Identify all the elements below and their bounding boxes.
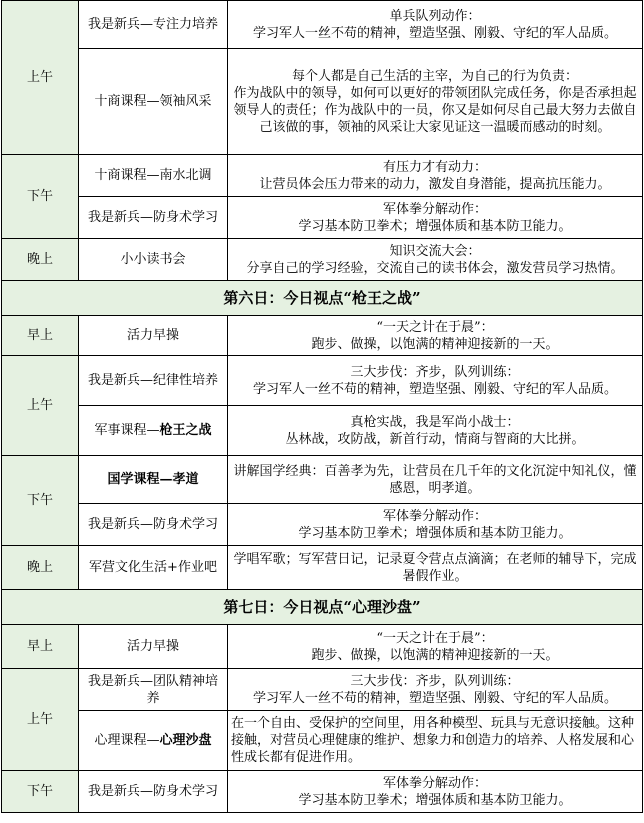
description-title: 军体拳分解动作： <box>382 775 487 791</box>
table-row <box>2 316 643 356</box>
description-body: 分享自己的学习经验，交流自己的读书体会，激发营员学习热情。 <box>246 260 624 276</box>
description-body: 学习军人一丝不苟的精神，塑造坚强、刚毅、守纪的军人品质。 <box>252 381 617 397</box>
table-row <box>2 711 643 771</box>
description-title: “一天之计在于晨”： <box>376 319 494 335</box>
course-cell: 活力早操 <box>79 625 228 669</box>
course-prefix: 心理课程— <box>94 733 160 748</box>
description-title: “一天之计在于晨”： <box>376 630 494 646</box>
description-cell <box>228 49 643 155</box>
course-cell: 小小读书会 <box>79 239 228 281</box>
course-cell: 我是新兵—专注力培养 <box>79 1 228 49</box>
period-cell: 晚上 <box>2 239 79 281</box>
period-cell: 晚上 <box>2 546 79 590</box>
course-cell <box>79 406 228 456</box>
table-row <box>2 356 643 406</box>
description-cell <box>228 1 643 49</box>
schedule-table <box>1 0 643 813</box>
table-row <box>2 197 643 239</box>
course-highlight: 国学课程—孝道 <box>107 472 199 487</box>
description-cell: 在一个自由、受保护的空间里，用各种模型、玩具与无意识接触。这种接触，对营员心理健康的维护、想象力和创造力的培养、人格发展和心性成长都有促进作用。 <box>228 711 643 771</box>
period-cell: 上午 <box>2 356 79 456</box>
description-cell <box>228 669 643 711</box>
description-body: 学习军人一丝不苟的精神，塑造坚强、刚毅、守纪的军人品质。 <box>252 690 617 706</box>
period-cell: 上午 <box>2 1 79 155</box>
period-cell: 早上 <box>2 316 79 356</box>
description-body: 跑步、做操，以饱满的精神迎接新的一天。 <box>311 336 559 352</box>
description-cell <box>228 239 643 281</box>
description-title: 有压力才有动力： <box>382 159 487 175</box>
description-body: 让营员体会压力带来的动力，激发自身潜能，提高抗压能力。 <box>259 176 611 192</box>
table-row <box>2 49 643 155</box>
table-row <box>2 771 643 813</box>
description-body: 学习基本防卫拳术；增强体质和基本防卫能力。 <box>298 792 572 808</box>
course-cell <box>79 711 228 771</box>
description-body: 丛林战，攻防战，新首行动，情商与智商的大比拼。 <box>285 431 585 447</box>
course-prefix: 军事课程— <box>94 423 160 438</box>
description-cell <box>228 356 643 406</box>
course-cell: 十商课程—南水北调 <box>79 155 228 197</box>
table-row <box>2 546 643 590</box>
course-cell: 十商课程—领袖风采 <box>79 49 228 155</box>
table-row <box>2 669 643 711</box>
day-7-title: 第七日：今日视点“心理沙盘” <box>2 590 643 625</box>
table-row <box>2 504 643 546</box>
description-cell: 讲解国学经典：百善孝为先，让营员在几千年的文化沉淀中知礼仪，懂感恩，明孝道。 <box>228 456 643 504</box>
course-cell: 我是新兵—团队精神培养 <box>79 669 228 711</box>
period-cell: 上午 <box>2 669 79 771</box>
period-cell: 早上 <box>2 625 79 669</box>
table-row <box>2 239 643 281</box>
description-title: 真枪实战，我是军尚小战士： <box>350 414 520 430</box>
day-header-row <box>2 281 643 316</box>
description-cell <box>228 316 643 356</box>
description-cell <box>228 406 643 456</box>
table-row <box>2 456 643 504</box>
course-highlight: 枪王之战 <box>159 423 212 438</box>
description-cell <box>228 197 643 239</box>
description-cell <box>228 504 643 546</box>
course-cell: 我是新兵—防身术学习 <box>79 504 228 546</box>
course-cell <box>79 456 228 504</box>
description-title: 单兵队列动作： <box>389 8 481 24</box>
description-body: 跑步、做操，以饱满的精神迎接新的一天。 <box>311 647 559 663</box>
course-cell: 军营文化生活+作业吧 <box>79 546 228 590</box>
description-title: 军体拳分解动作： <box>382 508 487 524</box>
description-title: 三大步伐：齐步，队列训练： <box>350 364 520 380</box>
course-cell: 活力早操 <box>79 316 228 356</box>
table-row <box>2 625 643 669</box>
table-row <box>2 155 643 197</box>
course-cell: 我是新兵—纪律性培养 <box>79 356 228 406</box>
course-cell: 我是新兵—防身术学习 <box>79 197 228 239</box>
day-6-title: 第六日：今日视点“枪王之战” <box>2 281 643 316</box>
description-cell <box>228 771 643 813</box>
period-cell: 下午 <box>2 456 79 546</box>
day-header-row <box>2 590 643 625</box>
description-body: 学习基本防卫拳术；增强体质和基本防卫能力。 <box>298 218 572 234</box>
course-highlight: 心理沙盘 <box>159 733 212 748</box>
description-cell <box>228 625 643 669</box>
description-body: 学习军人一丝不苟的精神，塑造坚强、刚毅、守纪的军人品质。 <box>252 25 617 41</box>
course-cell: 我是新兵—防身术学习 <box>79 771 228 813</box>
table-row <box>2 1 643 49</box>
description-body: 学习基本防卫拳术；增强体质和基本防卫能力。 <box>298 525 572 541</box>
period-cell: 下午 <box>2 155 79 239</box>
description-title: 知识交流大会： <box>389 243 481 259</box>
description-body: 作为战队中的领导，如何可以更好的带领团队完成任务，你是否承担起领导人的责任；作为战队中的一员，你又是如何尽自己最大努力去做自己该做的事，领袖的风采让大家见证这一温暖而感动的时刻。 <box>233 85 637 135</box>
description-cell <box>228 155 643 197</box>
description-title: 三大步伐：齐步，队列训练： <box>350 673 520 689</box>
period-cell: 下午 <box>2 771 79 813</box>
table-row <box>2 406 643 456</box>
description-title: 每个人都是自己生活的主宰，为自己的行为负责： <box>291 68 578 84</box>
description-title: 军体拳分解动作： <box>382 201 487 217</box>
description-cell: 学唱军歌；写军营日记，记录夏令营点点滴滴；在老师的辅导下，完成暑假作业。 <box>228 546 643 590</box>
